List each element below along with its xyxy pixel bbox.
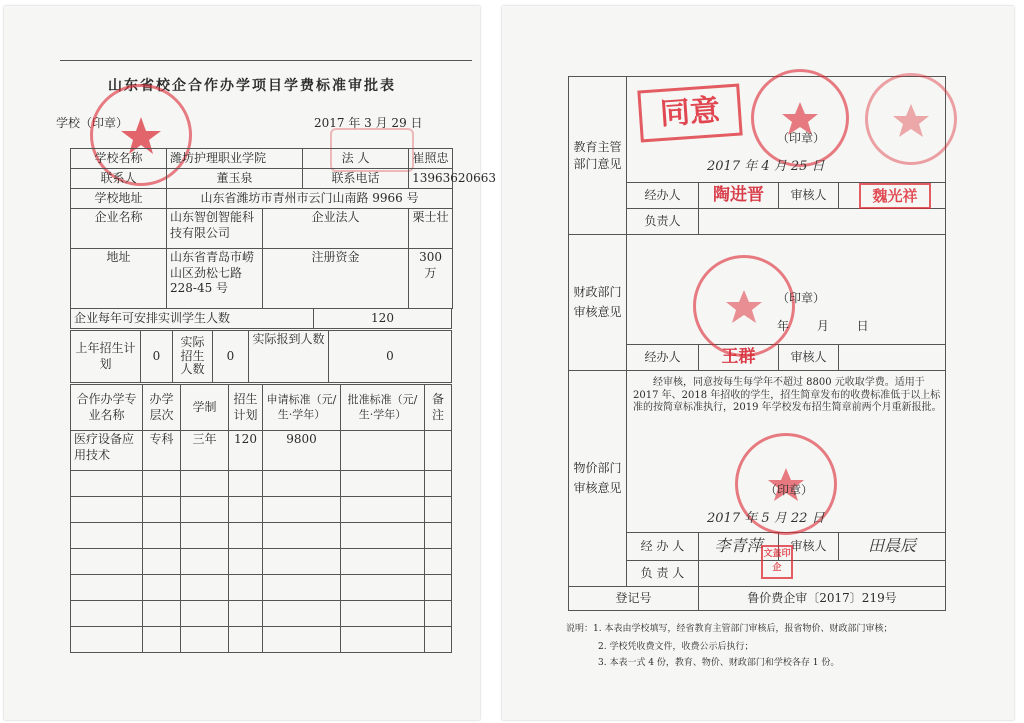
finance-dept-label: 财政部门审核意见: [569, 235, 627, 371]
col-approved: 批准标准（元/生·学年）: [341, 385, 425, 431]
form-title: 山东省校企合作办学项目学费标准审批表: [108, 78, 396, 94]
empty-row: [71, 471, 452, 497]
note-value: [425, 431, 452, 471]
price-handler-label: 经 办 人: [627, 533, 699, 561]
agree-stamp: 同意: [637, 84, 742, 143]
price-dept-label: 物价部门审核意见: [569, 371, 627, 587]
price-seal-text: （印章）: [765, 483, 814, 497]
col-plan: 招生计划: [229, 385, 263, 431]
finance-seal-text: （印章）: [777, 291, 826, 305]
level-value: 专科: [143, 431, 181, 471]
company-name-label: 企业名称: [71, 209, 167, 249]
reg-label: 登记号: [569, 587, 699, 611]
price-opinion-cell: [627, 371, 946, 533]
edu-reviewer-signature: 魏光祥: [859, 183, 931, 209]
school-address-value: 山东省潍坊市青州市云门山南路 9966 号: [167, 189, 453, 209]
empty-row: [71, 575, 452, 601]
empty-row: [71, 523, 452, 549]
note-2: 2. 学校凭收费文件，收费公示后执行；: [598, 642, 754, 652]
title-rule: [60, 60, 472, 61]
company-name-value: 山东智创智能科技有限公司: [167, 209, 263, 249]
edu-handler-signature: 陶进晋: [699, 183, 779, 209]
small-seal-stamp: 文盖印企: [761, 545, 793, 579]
finance-opinion-cell: [627, 235, 946, 345]
major-value: 医疗设备应用技术: [71, 431, 143, 471]
finance-seal-stamp: [693, 255, 795, 357]
edu-reviewer-cell: [839, 183, 946, 209]
edu-seal-stamp: [751, 69, 849, 167]
company-address-label: 地址: [71, 249, 167, 309]
price-responsible-label: 负 责 人: [627, 561, 699, 587]
last-year-plan-label: 上年招生计划: [71, 331, 141, 383]
school-seal-label: 学校（印章）: [56, 116, 129, 130]
price-opinion-text: 经审核，同意按每生每学年不超过 8800 元收取学费。适用于 2017 年、2018 年招收的学生，招生简章发布的收费标准低于以上标准的按简章标准执行，2019 年学校发布招生简章前两个月重新报批。: [633, 377, 942, 413]
phone-label: 联系电话: [303, 169, 409, 189]
legal-person-label: 法 人: [303, 149, 409, 169]
actual-report-value: 0: [329, 331, 452, 383]
trainees-row: [70, 308, 452, 329]
contact-label: 联系人: [71, 169, 167, 189]
price-reviewer-label: 审核人: [779, 533, 839, 561]
edu-reviewer-label: 审核人: [779, 183, 839, 209]
finance-reviewer-label: 审核人: [779, 345, 839, 371]
reg-number: 鲁价费企审〔2017〕219号: [699, 587, 946, 611]
empty-row: [71, 549, 452, 575]
school-address-label: 学校地址: [71, 189, 167, 209]
approval-table: [568, 76, 946, 611]
edu-handler-label: 经办人: [627, 183, 699, 209]
finance-reviewer-value: [839, 345, 946, 371]
edu-dept-label: 教育主管部门意见: [569, 77, 627, 235]
actual-enroll-label: 实际招生人数: [173, 331, 213, 383]
actual-report-label: 实际报到人数: [249, 331, 329, 383]
legal-person-value: 崔照忠: [409, 149, 453, 169]
approved-value: [341, 431, 425, 471]
last-year-plan-value: 0: [141, 331, 173, 383]
actual-enroll-value: 0: [213, 331, 249, 383]
col-note: 备注: [425, 385, 452, 431]
edu-date: 2017 年 4 月 25 日: [707, 159, 825, 174]
col-major: 合作办学专业名称: [71, 385, 143, 431]
edu-opinion-cell: [627, 77, 946, 183]
price-handler-signature: 李青萍: [699, 533, 779, 561]
plan-value: 120: [229, 431, 263, 471]
capital-label: 注册资金: [263, 249, 409, 309]
empty-row: [71, 601, 452, 627]
right-page: [502, 6, 1014, 720]
col-length: 学制: [181, 385, 229, 431]
col-apply: 申请标准（元/生·学年）: [263, 385, 341, 431]
price-date: 2017 年 5 月 22 日: [707, 511, 825, 526]
left-page: [4, 6, 497, 720]
edu-responsible-label: 负责人: [627, 209, 699, 235]
company-legal-value: 栗士壮: [409, 209, 453, 249]
trainees-value: 120: [314, 309, 452, 329]
price-responsible-value: [699, 549, 946, 587]
enroll-table: [70, 330, 452, 383]
col-level: 办学层次: [143, 385, 181, 431]
note-3: 3. 本表一式 4 份，教育、物价、财政部门和学校各存 1 份。: [598, 658, 840, 668]
edu-responsible-value: [699, 209, 946, 235]
finance-handler-label: 经办人: [627, 345, 699, 371]
school-name-value: 潍坊护理职业学院: [167, 149, 303, 169]
capital-value: 300 万: [409, 249, 453, 309]
company-address-value: 山东省青岛市崂山区劲松七路 228-45 号: [167, 249, 263, 309]
finance-date: 年 月 日: [777, 319, 869, 333]
contact-value: 董玉泉: [167, 169, 303, 189]
apply-value: 9800: [263, 431, 341, 471]
trainees-label: 企业每年可安排实训学生人数: [71, 309, 314, 329]
note-1: 说明：1. 本表由学校填写，经省教育主管部门审核后，报省物价、财政部门审核；: [566, 624, 893, 634]
length-value: 三年: [181, 431, 229, 471]
finance-handler-signature: 王群: [699, 345, 779, 371]
school-name-label: 学校名称: [71, 149, 167, 169]
phone-value: 13963620663: [409, 169, 453, 189]
major-table: [70, 384, 452, 653]
edu-seal-text: （印章）: [777, 131, 826, 145]
empty-row: [71, 497, 452, 523]
edu-seal-stamp-2: [865, 73, 957, 165]
empty-row: [71, 627, 452, 653]
form-date: 2017 年 3 月 29 日: [314, 116, 423, 130]
price-reviewer-signature: 田晨辰: [839, 533, 946, 561]
company-legal-label: 企业法人: [263, 209, 409, 249]
school-info-table: [70, 148, 497, 309]
